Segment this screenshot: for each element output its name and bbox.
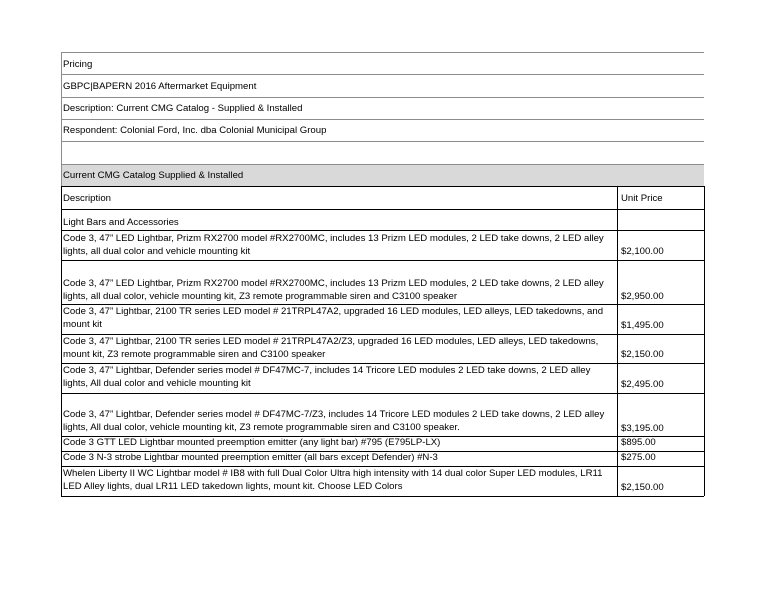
- grid-line: [61, 74, 704, 75]
- item-description: Code 3, 47” LED Lightbar, Prizm RX2700 model #RX2700MC, includes 13 Prizm LED modules, 2 LED take downs, 2 LED alley lights, all dual color, vehicle mounting kit, Z3 remote programmable siren and C3100 speaker: [63, 278, 604, 302]
- grid-line: [61, 119, 704, 120]
- item-description: Code 3 N-3 strobe Lightbar mounted preemption emitter (all bars except Defender) #N-3: [63, 452, 438, 463]
- grid-line: [61, 304, 704, 305]
- item-description: Code 3, 47” LED Lightbar, Prizm RX2700 model #RX2700MC, includes 13 Prizm LED modules, 2 LED take downs, 2 LED alley lights, all dual color and vehicle mounting kit: [63, 233, 604, 257]
- item-price: $2,495.00: [621, 379, 664, 390]
- section-title: Current CMG Catalog Supplied & Installed: [63, 170, 244, 181]
- respondent: Respondent: Colonial Ford, Inc. dba Colonial Municipal Group: [63, 125, 327, 136]
- grid-line: [61, 209, 704, 210]
- grid-line: [61, 186, 704, 187]
- item-description: Code 3 GTT LED Lightbar mounted preemption emitter (any light bar) #795 (E795LP-LX): [63, 437, 441, 448]
- item-description: Code 3, 47” Lightbar, Defender series model # DF47MC-7, includes 14 Tricore LED modules 2 LED take downs, 2 LED alley lights, All dual color and vehicle mounting kit: [63, 365, 591, 389]
- grid-line: [617, 186, 618, 496]
- grid-line: [61, 186, 62, 496]
- item-price: $2,100.00: [621, 246, 664, 257]
- column-header-unit-price: Unit Price: [621, 193, 663, 204]
- item-price: $2,150.00: [621, 349, 664, 360]
- group-label: Light Bars and Accessories: [63, 217, 179, 228]
- grid-line: [61, 141, 704, 142]
- item-description: Code 3, 47” Lightbar, 2100 TR series LED model # 21TRPL47A2/Z3, upgraded 16 LED modules, LED alleys, LED takedowns, mount kit, Z3 remote programmable siren and C3100 speaker: [63, 336, 599, 360]
- item-price: $895.00: [621, 437, 656, 448]
- grid-line: [61, 52, 704, 53]
- item-price: $2,950.00: [621, 291, 664, 302]
- grid-line: [61, 363, 704, 364]
- item-price: $275.00: [621, 452, 656, 463]
- grid-line: [704, 186, 705, 496]
- grid-line: [61, 334, 704, 335]
- grid-line: [61, 260, 704, 261]
- grid-line: [61, 466, 704, 467]
- item-description: Whelen Liberty II WC Lightbar model # IB8 with full Dual Color Ultra high intensity with 14 dual color Super LED modules, LR11 LED Alley lights, dual LR11 LED takedown lights, mount kit. Choose LED Colors: [63, 468, 603, 492]
- item-description: Code 3, 47” Lightbar, 2100 TR series LED model # 21TRPL47A2, upgraded 16 LED modules, LED alleys, LED takedowns, and mount kit: [63, 306, 604, 330]
- equipment-title: GBPC|BAPERN 2016 Aftermarket Equipment: [63, 81, 257, 92]
- item-price: $1,495.00: [621, 320, 664, 331]
- grid-line: [61, 496, 704, 497]
- catalog-description: Description: Current CMG Catalog - Supplied & Installed: [63, 103, 303, 114]
- pricing-label: Pricing: [63, 59, 93, 70]
- item-price: $2,150.00: [621, 482, 664, 493]
- column-header-description: Description: [63, 193, 111, 204]
- grid-line: [61, 97, 704, 98]
- grid-line: [61, 393, 704, 394]
- item-description: Code 3, 47” Lightbar, Defender series model # DF47MC-7/Z3, includes 14 Tricore LED modules 2 LED take downs, 2 LED alley lights, All dual color, vehicle mounting kit, Z3 remote programmable siren and C3100 speaker.: [63, 409, 605, 433]
- grid-line: [61, 230, 704, 231]
- item-price: $3,195.00: [621, 423, 664, 434]
